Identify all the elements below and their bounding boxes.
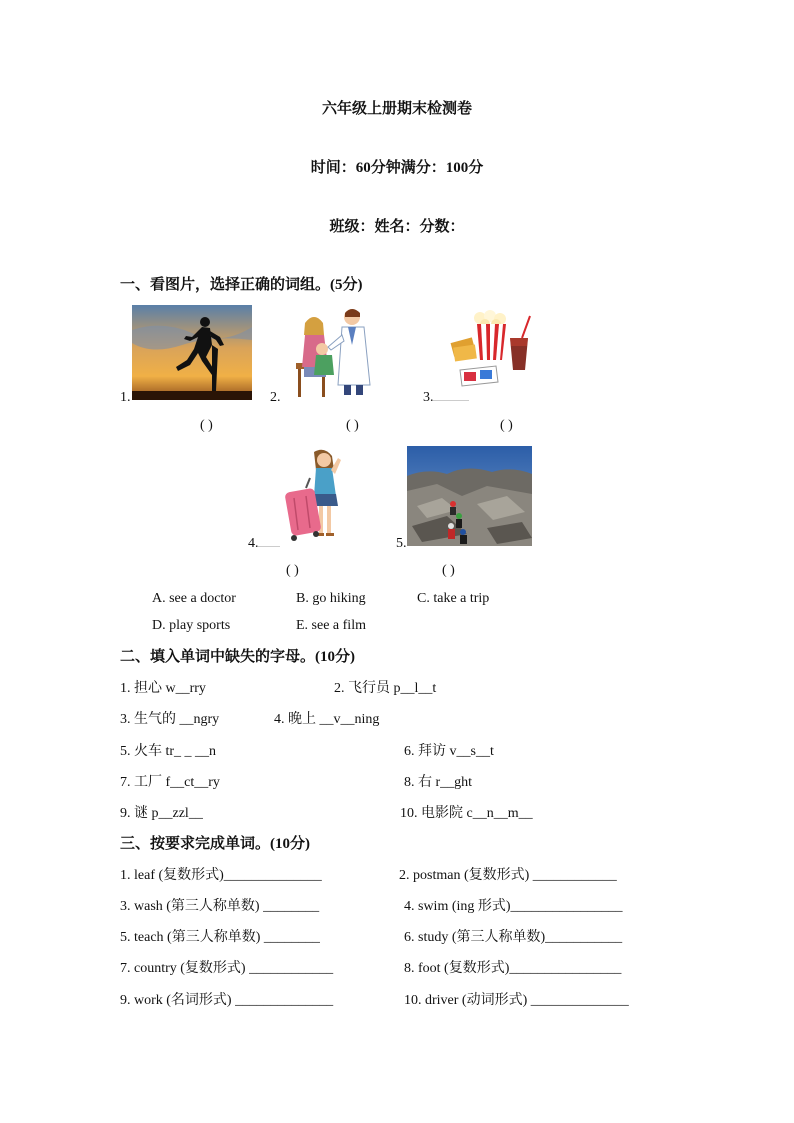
word-form-item-6[interactable]: 6. study (第三人称单数)___________ [404, 930, 623, 945]
word-form-item-3[interactable]: 3. wash (第三人称单数) ________ [120, 899, 320, 914]
word-form-item-8[interactable]: 8. foot (复数形式)________________ [404, 961, 622, 976]
fill-item-8[interactable]: 8. 右 r__ght [404, 775, 473, 790]
running-silhouette-image [132, 305, 252, 400]
answer-blank-5[interactable]: ( ) [442, 563, 455, 578]
word-form-item-2[interactable]: 2. postman (复数形式) ____________ [399, 868, 617, 883]
doctor-image [290, 305, 390, 400]
answer-blank-1[interactable]: ( ) [200, 418, 213, 433]
answer-blank-2[interactable]: ( ) [346, 418, 359, 433]
word-form-item-9[interactable]: 9. work (名词形式) ______________ [120, 993, 334, 1008]
option-a: A. see a doctor [152, 591, 236, 606]
fill-item-2[interactable]: 2. 飞行员 p__l__t [334, 681, 437, 696]
picture4-underline [258, 546, 280, 547]
option-d: D. play sports [152, 618, 231, 633]
fill-item-7[interactable]: 7. 工厂 f__ct__ry [120, 775, 220, 790]
fill-item-4[interactable]: 4. 晚上 __v__ning [274, 712, 380, 727]
answer-blank-3[interactable]: ( ) [500, 418, 513, 433]
woman-suitcase-image [276, 448, 360, 544]
word-form-item-4[interactable]: 4. swim (ing 形式)________________ [404, 899, 623, 914]
answer-blank-4[interactable]: ( ) [286, 563, 299, 578]
picture5-number: 5. [396, 536, 407, 551]
option-b: B. go hiking [296, 591, 366, 606]
picture3-number: 3. [423, 390, 434, 405]
word-form-item-7[interactable]: 7. country (复数形式) ____________ [120, 961, 334, 976]
fill-item-5[interactable]: 5. 火车 tr_ _ __n [120, 744, 217, 759]
option-e: E. see a film [296, 618, 366, 633]
student-info-line: 班级：姓名：分数： [329, 219, 465, 235]
word-form-item-10[interactable]: 10. driver (动词形式) ______________ [404, 993, 629, 1008]
picture3-underline [433, 400, 469, 401]
page-title: 六年级上册期末检测卷 [321, 101, 472, 117]
hiking-image [407, 446, 532, 546]
section1-heading: 一、看图片，选择正确的词组。(5分) [120, 277, 363, 293]
picture4-number: 4. [248, 536, 259, 551]
picture2-number: 2. [270, 390, 281, 405]
time-score-line: 时间：60分钟满分：100分 [310, 160, 484, 176]
cinema-items-image [448, 308, 538, 393]
option-c: C. take a trip [417, 591, 490, 606]
section3-heading: 三、按要求完成单词。(10分) [120, 836, 310, 852]
picture1-number: 1. [120, 390, 131, 405]
fill-item-10[interactable]: 10. 电影院 c__n__m__ [400, 806, 533, 821]
word-form-item-1[interactable]: 1. leaf (复数形式)______________ [120, 868, 322, 883]
fill-item-1[interactable]: 1. 担心 w__rry [120, 681, 206, 696]
fill-item-6[interactable]: 6. 拜访 v__s__t [404, 744, 494, 759]
word-form-item-5[interactable]: 5. teach (第三人称单数) ________ [120, 930, 320, 945]
fill-item-9[interactable]: 9. 谜 p__zzl__ [120, 806, 203, 821]
fill-item-3[interactable]: 3. 生气的 __ngry [120, 712, 220, 727]
section2-heading: 二、填入单词中缺失的字母。(10分) [120, 649, 355, 665]
